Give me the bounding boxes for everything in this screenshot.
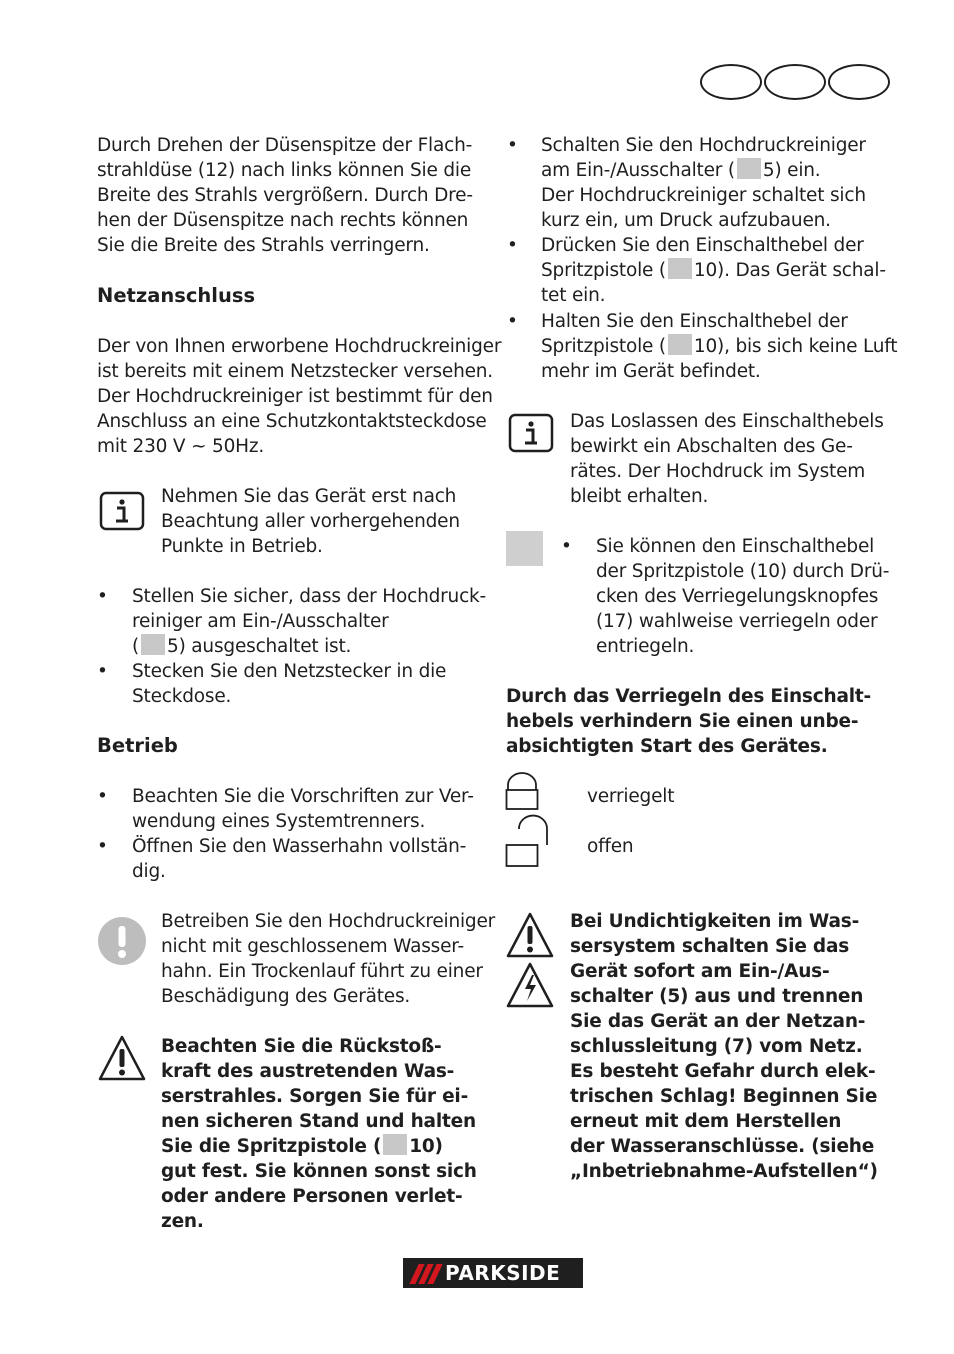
info-icon (508, 413, 554, 453)
section-heading-netzanschluss: Netzanschluss (97, 284, 256, 307)
figure-placeholder-box (506, 531, 543, 566)
warning-note-recoil: Beachten Sie die Rückstoß- kraft des austretenden Was- serstrahles. Sorgen Sie für ei- nen sicheren Stand und halten Sie die Spritzpistole ( 10) gut fest. Sie können sonst sich oder andere Personen verlet- zen. (161, 1036, 477, 1232)
info-note-1: Nehmen Sie das Gerät erst nach Beachtung aller vorhergehenden Punkte in Betrieb. (161, 486, 460, 557)
brand-name: PARKSIDE (445, 1261, 561, 1285)
bullet: • (507, 235, 518, 256)
open-label: offen (587, 836, 634, 857)
bullet-text-open-tap: Öffnen Sie den Wasserhahn vollstän- dig. (132, 836, 467, 882)
warning-icon (97, 1034, 147, 1082)
bullet: • (97, 836, 108, 857)
figure-reference-box (383, 1134, 407, 1155)
info-note-2: Das Loslassen des Einschalthebels bewirkt ein Abschalten des Ge- rätes. Der Hochdruck im System bleibt erhalten. (570, 411, 884, 507)
language-oval (828, 64, 890, 100)
danger-note-leak: Bei Undichtigkeiten im Was- sersystem schalten Sie das Gerät sofort am Ein-/Aus- schalter (5) aus und trennen Sie das Gerät an der Netzan- schlussleitung (7) vom Netz. Es besteht Gefahr durch elek- trischen Schlag! Beginnen Sie erneut mit dem Herstellen der Wasseranschlüsse. (siehe „Inbetriebnahme-Aufstellen“) (570, 911, 878, 1182)
lock-bold-note: Durch das Verriegeln des Einschalt- hebels verhindern Sie einen unbe- absichtigten Start des Gerätes. (506, 686, 872, 757)
language-oval (764, 64, 826, 100)
electric-shock-icon (505, 961, 555, 1009)
bullet-text-press-trigger: Drücken Sie den Einschalthebel der Spritzpistole ( 10). Das Gerät schal- tet ein. (541, 235, 886, 306)
bullet-text-switch-off: Stellen Sie sicher, dass der Hochdruck- reiniger am Ein-/Ausschalter ( 5) ausgeschaltet ist. (132, 586, 487, 657)
netz-paragraph: Der von Ihnen erworbene Hochdruckreiniger ist bereits mit einem Netzstecker versehen. Der Hochdruckreiniger ist bestimmt für den Anschluss an eine Schutzkontaktsteckdose mit 230 V ~ 50Hz. (97, 336, 502, 457)
bullet: • (97, 586, 108, 607)
lock-label: verriegelt (587, 786, 675, 807)
intro-paragraph: Durch Drehen der Düsenspitze der Flach- strahldüse (12) nach links können Sie die Breite des Strahls vergrößern. Durch Dre- hen der Düsenspitze nach rechts können Sie die Breite des Strahls verringern. (97, 135, 473, 256)
padlock-locked-icon (505, 771, 541, 811)
language-oval (700, 64, 762, 100)
figure-reference-box (668, 334, 692, 355)
figure-reference-box (737, 158, 761, 179)
bullet-text-plug-in: Stecken Sie den Netzstecker in die Steckdose. (132, 661, 447, 707)
bullet: • (97, 661, 108, 682)
bullet: • (97, 786, 108, 807)
warning-icon (505, 911, 555, 959)
bullet-text-hold-trigger: Halten Sie den Einschalthebel der Spritzpistole ( 10), bis sich keine Luft mehr im Gerät befindet. (541, 311, 898, 382)
padlock-open-icon (505, 814, 551, 870)
bullet-text-lock: Sie können den Einschalthebel der Spritzpistole (10) durch Drü- cken des Verriegelungsknopfes (17) wahlweise verriegeln oder entriegeln. (596, 536, 890, 657)
caution-note: Betreiben Sie den Hochdruckreiniger nicht mit geschlossenem Wasser- hahn. Ein Trockenlauf führt zu einer Beschädigung des Gerätes. (161, 911, 496, 1007)
language-ovals (700, 64, 890, 100)
bullet-text-regulations: Beachten Sie die Vorschriften zur Ver- wendung eines Systemtrenners. (132, 786, 474, 832)
parkside-logo (403, 1258, 583, 1288)
figure-reference-box (668, 258, 692, 279)
bullet-text-switch-on: Schalten Sie den Hochdruckreiniger am Ein-/Ausschalter ( 5) ein. Der Hochdruckreiniger schaltet sich kurz ein, um Druck aufzubauen. (541, 135, 866, 231)
bullet: • (507, 135, 518, 156)
bullet: • (561, 536, 572, 557)
info-icon (99, 491, 145, 531)
section-heading-betrieb: Betrieb (97, 734, 178, 757)
caution-icon (97, 916, 147, 966)
bullet: • (507, 311, 518, 332)
figure-reference-box (141, 634, 165, 655)
